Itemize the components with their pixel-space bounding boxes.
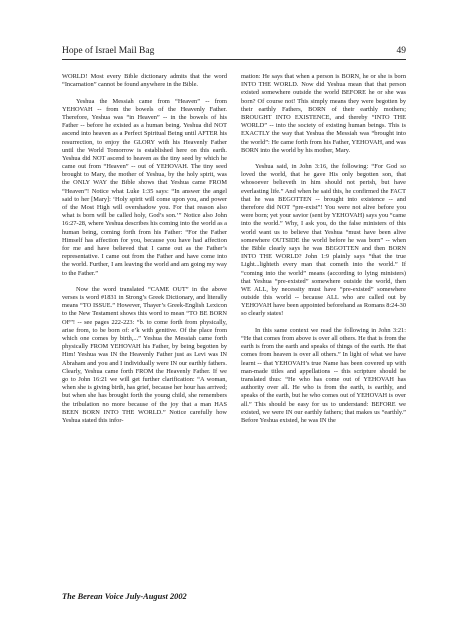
left-column [62,73,227,425]
page-number: 49 [396,46,406,56]
left-paragraph-2: Yeshua the Messiah came from “Heaven” -- from YEHOVAH -- from the bowels of the Heavenly Father. Therefore, Yeshua was “in Heaven” -- in the bowels of his Father -- before he existed as a human being. Yeshua did NOT ascend into heaven as a Perfect Spiritual Being until AFTER his resurrection, to enjoy the GLORY with his Heavenly Father until the World Tomorrow is established here on this earth. Yeshua did NOT ascend to heaven as the tiny seed by which he came out from “Heaven” -- out of YEHOVAH. The tiny seed brought to Mary, the mother of Yeshua, by the holy spirit, was the ONLY WAY the Bible shows that Yeshua came FROM “Heaven”! Notice what Luke 1:35 says: “In answer the angel said to her [Mary]: ‘Holy spirit will come upon you, and power of the Most High will overshadow you. For that reason also what is born will be called holy, God’s son.’” Notice also John 16:27-28, where Yeshua describes his coming into the world as a human being, coming forth from his Father: “For the Father Himself has affection for you, because you have had affection for me and have believed that I came out as the Father’s representative. I came out from the Father and have come into the world. Further, I am leaving the world and am going my way to the Father.” [62,97,227,277]
right-paragraph-2: Yeshua said, in John 3:16, the following: “For God so loved the world, that he gave His only begotten son, that whosoever believeth in him should not perish, but have everlasting life.” And when he said this, he confirmed the FACT that he was BEGOTTEN -- brought into existence -- and therefore did NOT “pre-exist”! You were not alive before you were born; yet your savior (sent by YEHOVAH) says you “came into the world.” Why, I ask you, do the false ministers of this world want us to believe that Yeshua “must have been alive somewhere OUTSIDE the world before he was born” -- when the Bible clearly says he was BEGOTTEN and then BORN INTO THE WORLD? John 1:9 plainly says “that the true Light...lighteth every man that cometh into the world.” If “coming into the world” means (according to lying ministers) that Yeshua “pre-existed” somewhere outside the world, then WE ALL, by necessity must have “pre-existed” somewhere outside this world -- because ALL who are called out by YEHOVAH have been appointed beforehand as Romans 8:24-30 so clearly states! [241,163,406,318]
header-title: Hope of Israel Mail Bag [62,46,155,56]
left-paragraph-1: WORLD! Most every Bible dictionary admits that the word “Incarnation” cannot be found anywhere in the Bible. [62,73,227,89]
left-paragraph-3: Now the word translated “CAME OUT” in the above verses is word #1831 in Strong’s Greek Dictionary, and literally means “TO ISSUE.” However, Thayer’s Greek-English Lexicon to the New Testament shows this word to mean “TO BE BORN OF”! -- see pages 222-223: “b. to come forth from physically, arise from, to be born of: e’k with genitive. Of the place from which one comes by birth,...” Yeshua the Messiah came forth physically FROM YEHOVAH his Father, by being begotten by Him! Yeshua was IN the Heavenly Father just as Levi was IN Abraham and you and I individually were IN our earthly fathers. Clearly, Yeshua came forth FROM the Heavenly Father. If we go to John 16:21 we will get further clarification: “A woman, when she is giving birth, has grief, because her hour has arrived; but when she has brought forth the young child, she remembers the tribulation no more because of the joy that a man HAS BEEN BORN INTO THE WORLD.” Notice carefully how Yeshua stated this infor- [62,285,227,424]
right-column [241,73,406,425]
right-paragraph-3: In this same context we read the following in John 3:21: “He that comes from above is over all others. He that is from the earth is from the earth and speaks of things of the earth. He that comes from heaven is over all others.” In light of what we have learnt -- that YEHOVAH’s true Name has been covered up with man-made titles and appellations -- this scripture should be translated thus: “He who has come out of YEHOVAH has authority over all. He who is from the earth, is earthly, and speaks of the earth, but he who comes out of YEHOVAH is over all.” This should be easy for us to understand: BEFORE we existed, we were IN our earthly fathers; that makes us “earthly.” Before Yeshua existed, he was IN the [241,326,406,424]
running-header [62,45,406,57]
right-paragraph-1: mation: He says that when a person is BORN, he or she is born INTO THE WORLD. Now did Yeshua mean that that person existed somewhere outside the world BEFORE he or she was born? Of course not! This simply means they were begotten by their earthly Fathers, BORN of their earthly mothers; BROUGHT INTO EXISTENCE, and thereby “INTO THE WORLD” -- into the society of existing human beings. This is EXACTLY the way that Yeshua the Messiah was “brought into the world”: He came forth from his Father, YEHOVAH, and was BORN into the world by his mother, Mary. [241,73,406,154]
header-rule [62,59,406,60]
footer-publication: The Berean Voice July-August 2002 [62,592,187,601]
